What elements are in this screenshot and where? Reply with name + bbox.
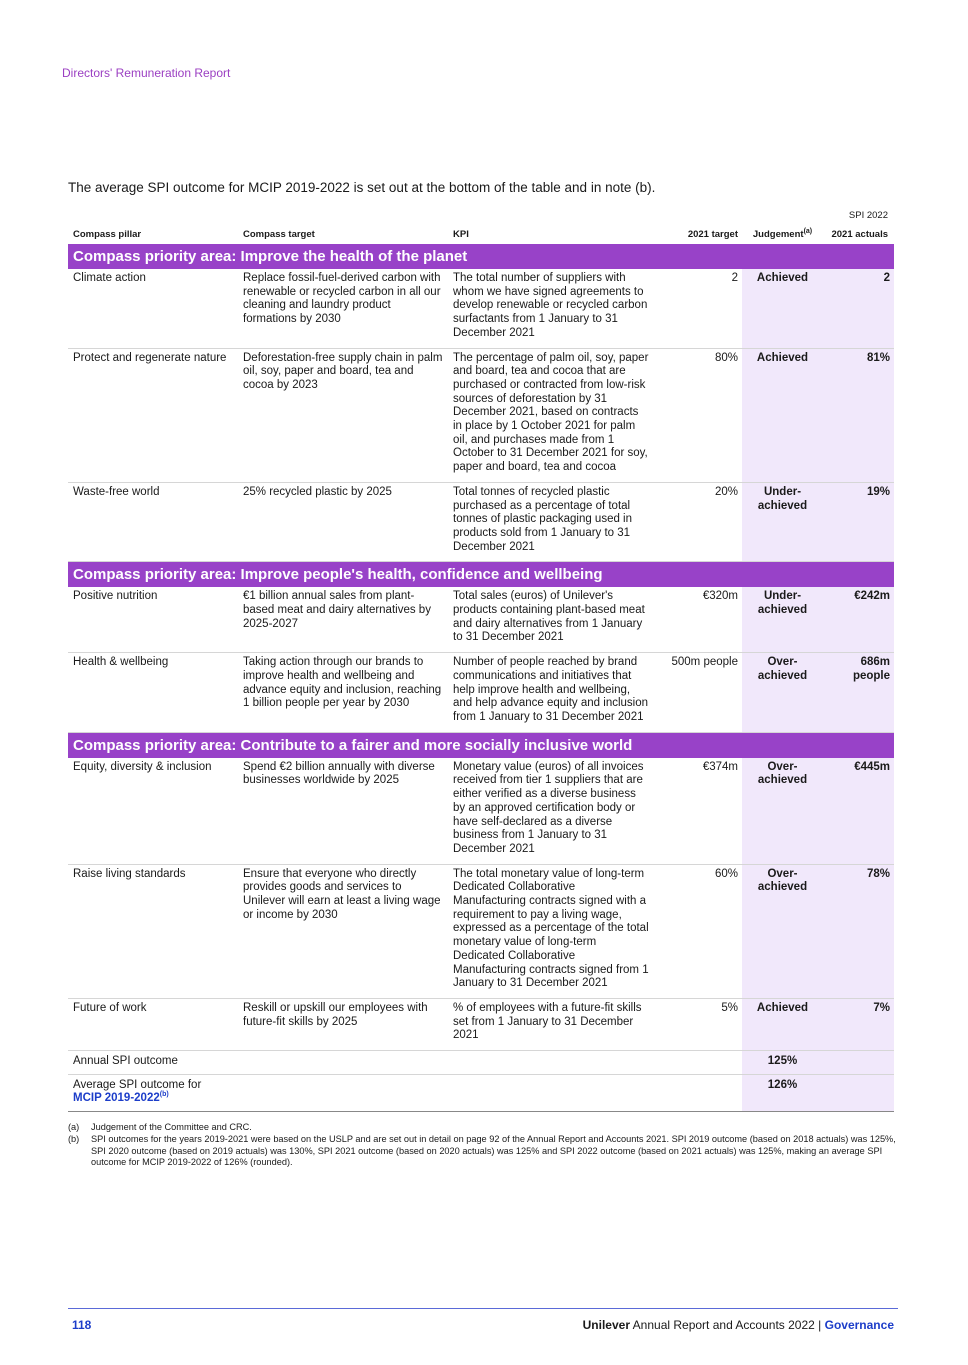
- summary-label: [68, 1074, 742, 1111]
- judgement-cell: Under-achieved: [742, 587, 822, 652]
- table-row: [68, 348, 894, 482]
- compass-pillar-cell: Equity, diversity & inclusion: [68, 758, 238, 864]
- compass-pillar-cell: Waste-free world: [68, 482, 238, 562]
- table-row: [68, 998, 894, 1050]
- kpi-cell: % of employees with a future-fit skills set from 1 January to 31 December 2021: [448, 998, 653, 1050]
- compass-target-cell: Deforestation-free supply chain in palm oil, soy, paper and board, tea and cocoa by 2023: [238, 348, 448, 482]
- compass-pillar-cell: Raise living standards: [68, 864, 238, 998]
- summary-label: [68, 1051, 742, 1075]
- section-title: Compass priority area: Improve the health of the planet: [68, 244, 894, 269]
- summary-value: 126%: [742, 1074, 822, 1111]
- footer-company: Unilever: [582, 1318, 630, 1332]
- compass-target-cell: Reskill or upskill our employees with future-fit skills by 2025: [238, 998, 448, 1050]
- header-target: Compass target: [243, 229, 315, 240]
- footnotes: [68, 1122, 898, 1169]
- actuals-cell: 7%: [822, 998, 894, 1050]
- actuals-cell: 2: [822, 269, 894, 348]
- page-number: 118: [72, 1318, 92, 1332]
- compass-pillar-cell: Climate action: [68, 269, 238, 348]
- judgement-cell: Over-achieved: [742, 864, 822, 998]
- footnote: [68, 1122, 898, 1134]
- spi-table-container: [68, 208, 894, 1112]
- summary-empty-cell: [822, 1051, 894, 1075]
- judgement-cell: Under-achieved: [742, 482, 822, 562]
- kpi-cell: Monetary value (euros) of all invoices received from tier 1 suppliers that are either verified as a diverse business by an approved certification body or have self-declared as a diverse business from 1 January to 31 December 2021: [448, 758, 653, 864]
- footnote-label: (b): [68, 1133, 80, 1144]
- section-title: Compass priority area: Contribute to a fairer and more socially inclusive world: [68, 732, 894, 758]
- target-2021-cell: 5%: [653, 998, 742, 1050]
- summary-value: 125%: [742, 1051, 822, 1075]
- header-2021-target: 2021 target: [687, 229, 738, 240]
- kpi-cell: The total monetary value of long-term Dedicated Collaborative Manufacturing contracts signed with a requirement to pay a living wage, expressed as a percentage of the total monetary value of long-term Dedicated Collaborative Manufacturing contracts signed from 1 January to 31 December 2021: [448, 864, 653, 998]
- kpi-cell: Total tonnes of recycled plastic purchased as a percentage of total tonnes of plastic packaging used in products sold from 1 January to 31 December 2021: [448, 482, 653, 562]
- table-body: [68, 244, 894, 1112]
- header-judgement-note: (a): [803, 227, 813, 235]
- target-2021-cell: 60%: [653, 864, 742, 998]
- judgement-cell: Achieved: [742, 348, 822, 482]
- compass-pillar-cell: Future of work: [68, 998, 238, 1050]
- spi-outcome-table: [68, 208, 894, 1112]
- judgement-cell: Over-achieved: [742, 653, 822, 733]
- section-header-row: [68, 562, 894, 588]
- header-judgement: [742, 208, 822, 244]
- footer-separator: |: [818, 1318, 822, 1332]
- table-row: [68, 758, 894, 864]
- kpi-cell: Number of people reached by brand communications and initiatives that help improve health and wellbeing, and help advance equity and inclusion from 1 January to 31 December 2021: [448, 653, 653, 733]
- footer-section: Governance: [824, 1318, 894, 1332]
- summary-label-text: Average SPI outcome for: [73, 1078, 202, 1091]
- target-2021-cell: €320m: [653, 587, 742, 652]
- target-2021-cell: €374m: [653, 758, 742, 864]
- actuals-cell: 686m people: [822, 653, 894, 733]
- summary-note-ref: (b): [159, 1091, 169, 1099]
- header-kpi: KPI: [453, 229, 469, 240]
- header-pillar: Compass pillar: [73, 229, 142, 240]
- section-title: Compass priority area: Improve people's health, confidence and wellbeing: [68, 562, 894, 588]
- mcip-label: MCIP 2019-2022: [73, 1092, 160, 1105]
- actuals-cell: €445m: [822, 758, 894, 864]
- table-row: [68, 587, 894, 652]
- footnote-text: SPI outcomes for the years 2019-2021 were based on the USLP and are set out in detail on page 92 of the Annual Report and Accounts 2021. SPI 2019 outcome (based on 2018 actuals) was 125%, SPI 2020 outcome (based on 2019 actuals) was 130%, SPI 2021 outcome (based on 2020 actuals) was 125% and SPI 2022 outcome (based on 2021 actuals) was 125%, making an average SPI outcome for MCIP 2019-2022 of 126% (rounded).: [91, 1133, 896, 1168]
- compass-target-cell: Spend €2 billion annually with diverse businesses worldwide by 2025: [238, 758, 448, 864]
- table-row: [68, 864, 894, 998]
- header-spi-2022: SPI 2022: [848, 210, 888, 221]
- table-header-row: [68, 208, 894, 244]
- summary-empty-cell: [822, 1074, 894, 1111]
- actuals-cell: 81%: [822, 348, 894, 482]
- table-row: [68, 653, 894, 733]
- kpi-cell: The total number of suppliers with whom we have signed agreements to develop renewable or recycled carbon surfactants from 1 January to 31 December 2021: [448, 269, 653, 348]
- compass-pillar-cell: Health & wellbeing: [68, 653, 238, 733]
- section-header-row: [68, 244, 894, 269]
- summary-row: [68, 1074, 894, 1111]
- table-row: [68, 269, 894, 348]
- compass-target-cell: 25% recycled plastic by 2025: [238, 482, 448, 562]
- target-2021-cell: 80%: [653, 348, 742, 482]
- actuals-cell: 19%: [822, 482, 894, 562]
- report-section-title: Directors' Remuneration Report: [62, 66, 231, 80]
- header-judgement-label: Judgement: [752, 229, 804, 240]
- summary-row: [68, 1051, 894, 1075]
- compass-pillar-cell: Positive nutrition: [68, 587, 238, 652]
- footer-divider: [68, 1308, 898, 1309]
- header-actuals: [822, 208, 894, 244]
- summary-label-text: Annual SPI outcome: [73, 1055, 178, 1068]
- target-2021-cell: 2: [653, 269, 742, 348]
- footnote-label: (a): [68, 1122, 80, 1132]
- actuals-cell: 78%: [822, 864, 894, 998]
- footer-report: Annual Report and Accounts 2022: [632, 1318, 815, 1332]
- kpi-cell: Total sales (euros) of Unilever's products containing plant-based meat and dairy alternatives from 1 January to 31 December 2021: [448, 587, 653, 652]
- table-row: [68, 482, 894, 562]
- compass-target-cell: Taking action through our brands to improve health and wellbeing and advance equity and inclusion, reaching 1 billion people per year by 2030: [238, 653, 448, 733]
- header-actuals-label: 2021 actuals: [831, 229, 888, 240]
- compass-target-cell: Replace fossil-fuel-derived carbon with renewable or recycled carbon in all our cleaning and laundry product formations by 2030: [238, 269, 448, 348]
- footnote: [68, 1134, 898, 1169]
- compass-target-cell: €1 billion annual sales from plant-based meat and dairy alternatives by 2025-2027: [238, 587, 448, 652]
- compass-target-cell: Ensure that everyone who directly provides goods and services to Unilever will earn at least a living wage or income by 2030: [238, 864, 448, 998]
- footnote-text: Judgement of the Committee and CRC.: [91, 1122, 252, 1132]
- kpi-cell: The percentage of palm oil, soy, paper and board, tea and cocoa that are purchased or contracted from low-risk sources of deforestation by 31 December 2021, based on contracts in place by 1 October 2021 for palm oil, and purchases made from 1 October to 31 December 2021 for soy, paper and board, tea and cocoa: [448, 348, 653, 482]
- judgement-cell: Achieved: [742, 998, 822, 1050]
- actuals-cell: €242m: [822, 587, 894, 652]
- intro-text: The average SPI outcome for MCIP 2019-2022 is set out at the bottom of the table and in note (b).: [68, 180, 656, 195]
- target-2021-cell: 20%: [653, 482, 742, 562]
- footer-title: [583, 1318, 894, 1332]
- target-2021-cell: 500m people: [653, 653, 742, 733]
- section-header-row: [68, 732, 894, 758]
- judgement-cell: Over-achieved: [742, 758, 822, 864]
- judgement-cell: Achieved: [742, 269, 822, 348]
- compass-pillar-cell: Protect and regenerate nature: [68, 348, 238, 482]
